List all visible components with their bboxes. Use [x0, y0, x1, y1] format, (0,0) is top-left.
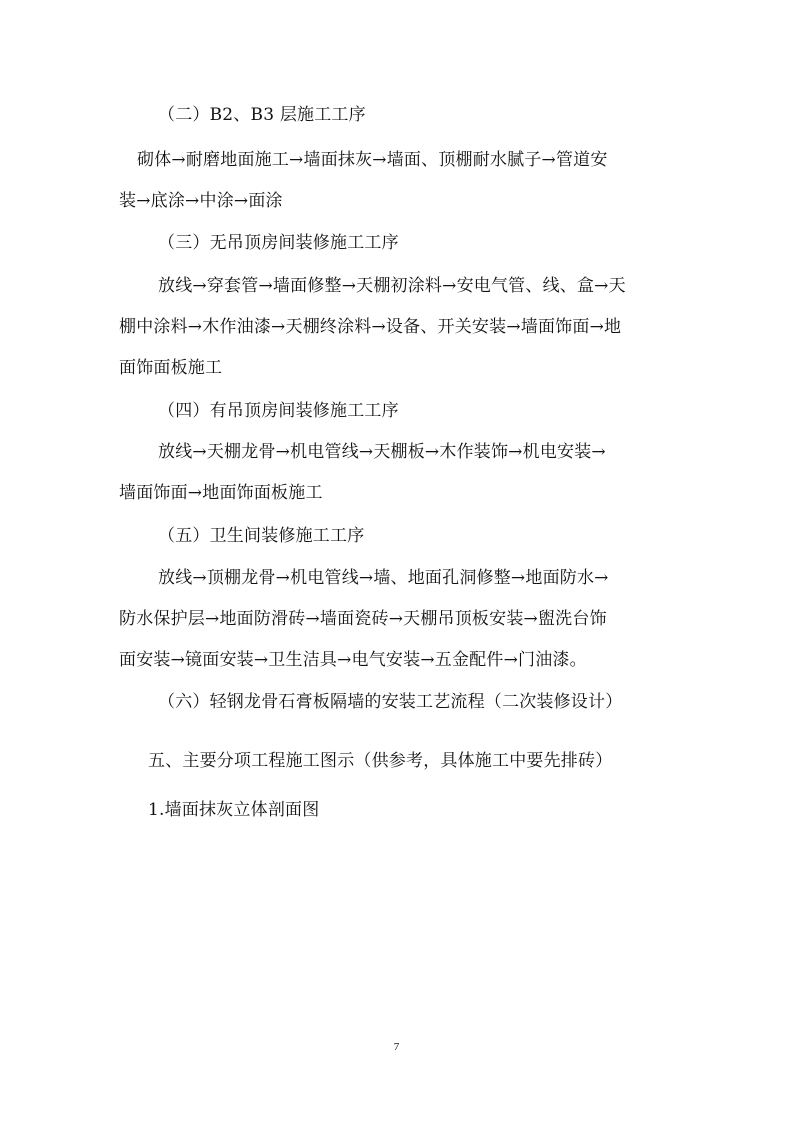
paragraph-line: 棚中涂料→木作油漆→天棚终涂料→设备、开关安装→墙面饰面→地 — [119, 317, 622, 337]
paragraph-line: 墙面饰面→地面饰面板施工 — [119, 483, 323, 503]
heading-no-ceiling-room-sequence: （三）无吊顶房间装修施工工序 — [158, 233, 399, 253]
section-heading-construction-diagrams: 五、主要分项工程施工图示（供参考，具体施工中要先排砖） — [148, 751, 613, 771]
heading-ceiling-room-sequence: （四）有吊顶房间装修施工工序 — [158, 401, 399, 421]
paragraph-line: 放线→顶棚龙骨→机电管线→墙、地面孔洞修整→地面防水→ — [158, 568, 609, 588]
paragraph-line: 面饰面板施工 — [119, 358, 223, 378]
paragraph-line: 放线→穿套管→墙面修整→天棚初涂料→安电气管、线、盒→天 — [158, 276, 626, 296]
heading-light-steel-partition: （六）轻钢龙骨石膏板隔墙的安装工艺流程（二次装修设计） — [158, 692, 623, 712]
heading-b2-b3-sequence: （二）B2、B3 层施工工序 — [158, 105, 366, 125]
paragraph-line: 防水保护层→地面防滑砖→墙面瓷砖→天棚吊顶板安装→盥洗台饰 — [119, 609, 607, 629]
paragraph-line: 面安装→镜面安装→卫生洁具→电气安装→五金配件→门油漆。 — [119, 650, 587, 670]
page-number: 7 — [393, 1041, 400, 1053]
paragraph-line: 放线→天棚龙骨→机电管线→天棚板→木作装饰→机电安装→ — [158, 442, 606, 462]
figure-caption-wall-plastering: 1.墙面抹灰立体剖面图 — [148, 800, 320, 820]
paragraph-line: 砌体→耐磨地面施工→墙面抹灰→墙面、顶棚耐水腻子→管道安 — [137, 150, 608, 170]
paragraph-line: 装→底涂→中涂→面涂 — [119, 191, 283, 211]
heading-bathroom-sequence: （五）卫生间装修施工工序 — [158, 526, 365, 546]
